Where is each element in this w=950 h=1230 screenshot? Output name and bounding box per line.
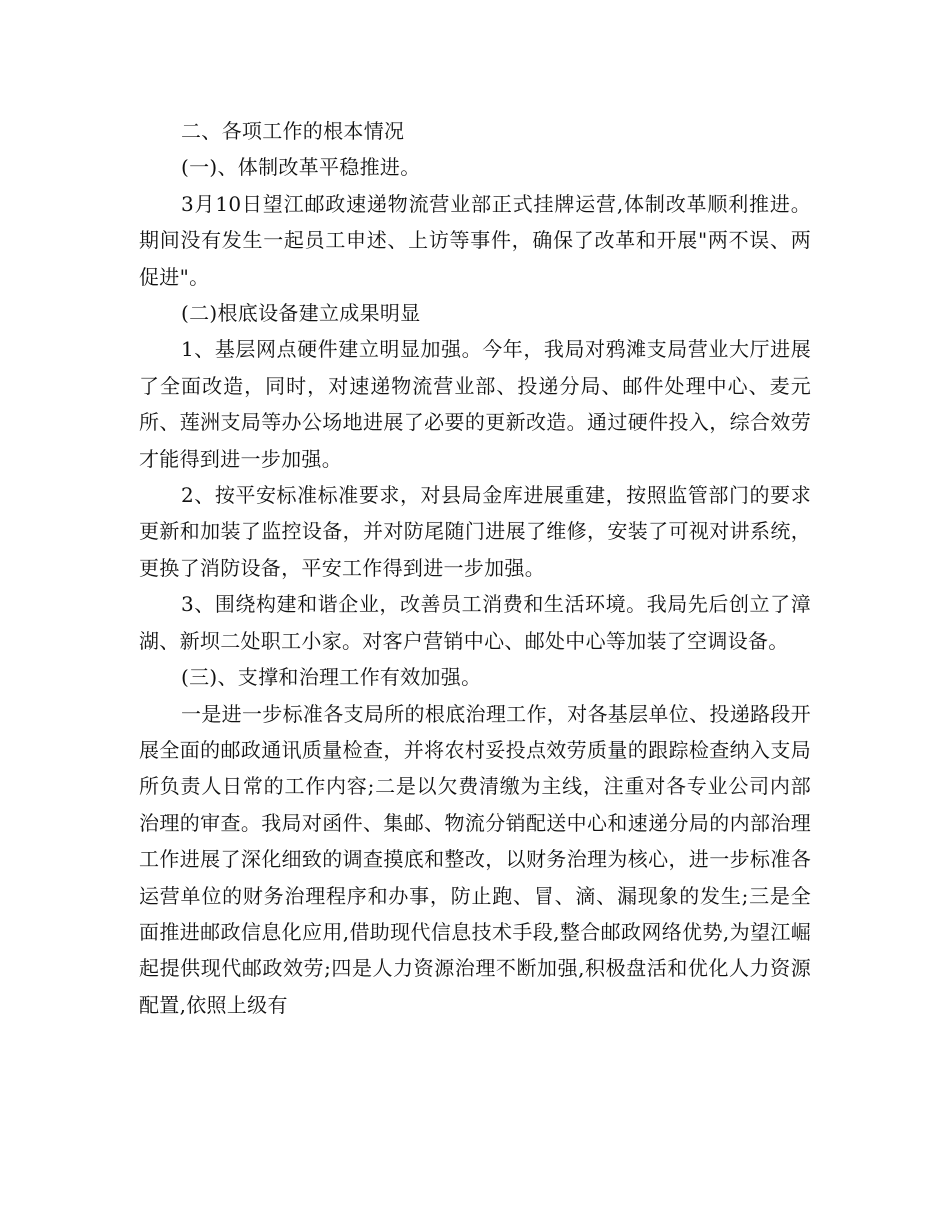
paragraph-item-1: 1、基层网点硬件建立明显加强。今年，我局对鸦滩支局营业大厅进展了全面改造，同时，对速递物流营业部、投递分局、邮件处理中心、麦元所、莲洲支局等办公场地进展了必要的更新改造。通过硬件投入，综合效劳才能得到进一步加强。 [139,337,811,471]
paragraph-management-detail: 一是进一步标准各支局所的根底治理工作，对各基层单位、投递路段开展全面的邮政通讯质量检查，并将农村妥投点效劳质量的跟踪检查纳入支局所负责人日常的工作内容;二是以欠费清缴为主线，注重对各专业公司内部治理的审查。我局对函件、集邮、物流分销配送中心和速递分局的内部治理工作进展了深化细致的调查摸底和整改，以财务治理为核心，进一步标准各运营单位的财务治理程序和办事，防止跑、冒、滴、漏现象的发生;三是全面推进邮政信息化应用,借助现代信息技术手段,整合邮政网络优势,为望江崛起提供现代邮政效劳;四是人力资源治理不断加强,积极盘活和优化人力资源配置,依照上级有 [139,701,811,1017]
paragraph-reform-detail: 3月10日望江邮政速递物流营业部正式挂牌运营,体制改革顺利推进。期间没有发生一起员工申述、上访等事件，确保了改革和开展"两不误、两促进"。 [139,191,811,289]
paragraph-item-2: 2、按平安标准标准要求，对县局金库进展重建，按照监管部门的要求更新和加装了监控设备，并对防尾随门进展了维修，安装了可视对讲系统，更换了消防设备，平安工作得到进一步加强。 [139,483,811,580]
subheading-reform: (一)、体制改革平稳推进。 [181,155,421,180]
paragraph-item-3: 3、围绕构建和谐企业，改善员工消费和生活环境。我局先后创立了漳湖、新坝二处职工小家。对客户营销中心、邮处中心等加装了空调设备。 [139,592,811,653]
subheading-infrastructure: (二)根底设备建立成果明显 [181,301,421,326]
section-heading: 二、各项工作的根本情况 [181,119,405,143]
subheading-management: (三)、支撑和治理工作有效加强。 [181,665,482,690]
document-body [139,113,811,1023]
